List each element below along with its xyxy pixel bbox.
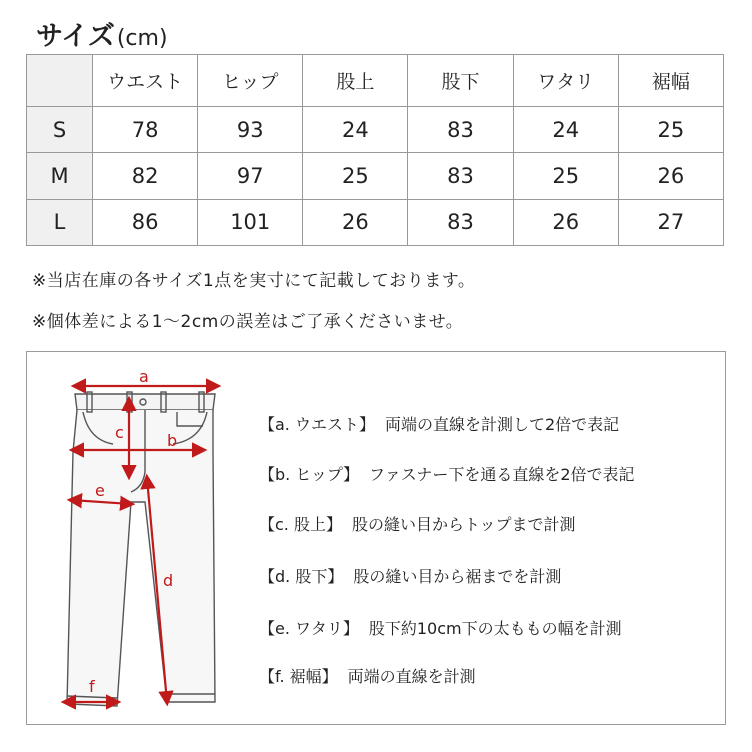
legend-key: 【f. 裾幅】 [259,667,338,686]
legend-item-hip [259,462,635,485]
row-size-label: S [27,106,93,152]
legend-text: 両端の直線を計測して2倍で表記 [384,415,620,434]
header-inseam: 股下 [408,55,513,107]
table-cell: 25 [303,153,408,199]
header-hip: ヒップ [198,55,303,107]
title-main: サイズ [36,21,115,52]
page-title [36,14,168,53]
legend-item-hem [259,664,476,687]
table-cell: 24 [303,106,408,152]
table-cell: 27 [618,199,723,245]
table-cell: 82 [93,153,198,199]
header-waist: ウエスト [93,55,198,107]
table-header-row [27,55,724,107]
table-cell: 25 [513,153,618,199]
table-cell: 25 [618,106,723,152]
size-table [26,54,724,246]
table-header-corner [27,55,93,107]
row-size-label: L [27,199,93,245]
table-cell: 26 [513,199,618,245]
marker-b: b [167,431,178,450]
note-tolerance: ※個体差による1〜2cmの誤差はご了承くださいませ。 [32,312,464,332]
note-measurement: ※当店在庫の各サイズ1点を実寸にて記載しております。 [32,271,476,291]
table-cell: 78 [93,106,198,152]
marker-e: e [95,481,105,500]
legend-text: 両端の直線を計測 [347,667,476,686]
marker-a: a [139,367,149,386]
legend-text: ファスナー下を通る直線を2倍で表記 [369,465,635,484]
legend-key: 【b. ヒップ】 [259,465,360,484]
title-unit: (cm) [116,26,168,51]
table-cell: 86 [93,199,198,245]
table-cell: 83 [408,106,513,152]
marker-d: d [163,571,174,590]
table-row [27,199,724,245]
table-cell: 93 [198,106,303,152]
legend-key: 【a. ウエスト】 [259,415,375,434]
legend-text: 股下約10cm下の太ももの幅を計測 [368,619,622,638]
table-cell: 26 [303,199,408,245]
header-hem: 裾幅 [618,55,723,107]
table-row [27,153,724,199]
header-rise: 股上 [303,55,408,107]
table-cell: 26 [618,153,723,199]
table-cell: 97 [198,153,303,199]
legend-item-rise [259,512,576,535]
pants-outline [67,392,215,706]
row-size-label: M [27,153,93,199]
marker-c: c [115,423,124,442]
legend-item-thigh [259,616,622,639]
header-thigh: ワタリ [513,55,618,107]
legend-item-inseam [259,564,561,587]
marker-f: f [89,677,95,696]
legend-key: 【e. ワタリ】 [259,619,359,638]
table-cell: 24 [513,106,618,152]
legend-text: 股の縫い目から裾までを計測 [353,567,562,586]
legend-item-waist [259,412,619,435]
legend-key: 【d. 股下】 [259,567,344,586]
table-cell: 83 [408,153,513,199]
table-row [27,106,724,152]
legend-key: 【c. 股上】 [259,515,342,534]
legend-text: 股の縫い目からトップまで計測 [351,515,576,534]
table-cell: 83 [408,199,513,245]
measurement-diagram [26,351,726,725]
table-cell: 101 [198,199,303,245]
